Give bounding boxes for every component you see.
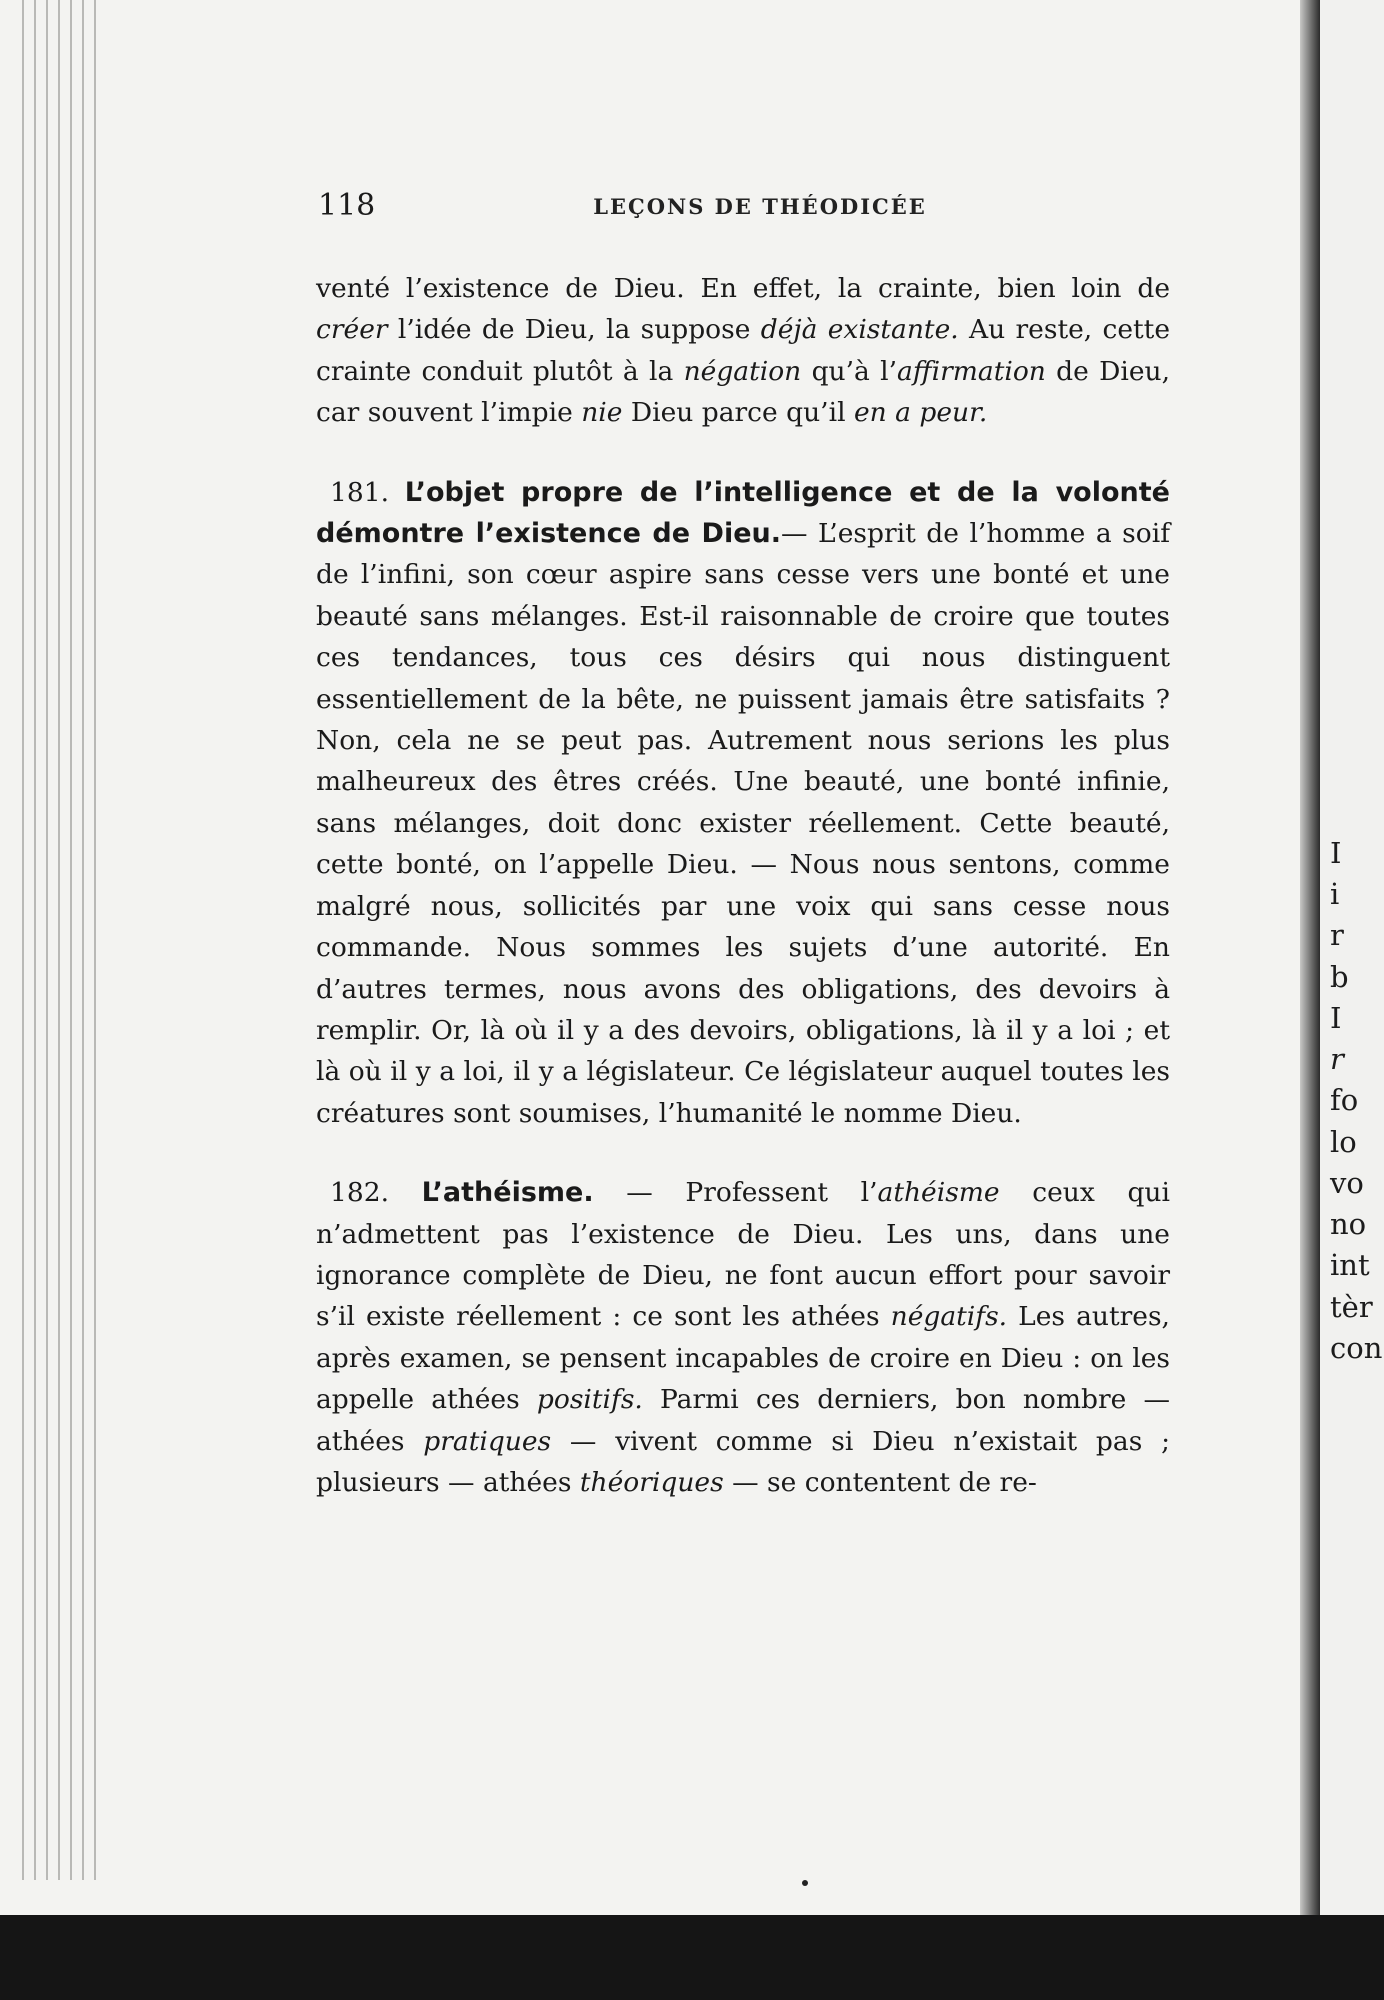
text-fragment: r xyxy=(1330,1042,1344,1076)
section-182 xyxy=(316,1172,1170,1503)
italic-run: théoriques xyxy=(579,1466,724,1498)
next-page-edge xyxy=(1320,0,1384,1920)
section-text: — L’esprit de l’homme a soif de l’infini, son cœur aspire sans cesse vers une bonté et une beauté sans mélanges. Est-il raisonnable de croire que toutes ces tendances, tous ces désirs qui nous distinguent essentiellement de la bête, ne puissent jamais être satisfaits ? Non, cela ne se peut pas. Autrement nous serions les plus malheureux des êtres créés. Une beauté, une bonté infinie, sans mélanges, doit donc exister réellement. Cette beauté, cette bonté, on l’appelle Dieu. — Nous nous sentons, comme malgré nous, sollicités par une voix qui sans cesse nous commande. Nous sommes les sujets d’une autorité. En d’autres termes, nous avons des obligations, des devoirs à remplir. Or, là où il y a des devoirs, obligations, là il y a loi ; et là où il y a loi, il y a législateur. Ce législateur auquel toutes les créatures sont soumises, l’humanité le nomme Dieu. xyxy=(316,518,1170,1129)
text-run: Dieu parce qu’il xyxy=(622,397,854,429)
page-header xyxy=(318,188,1172,228)
italic-run: créer xyxy=(316,314,388,346)
page-edge xyxy=(46,0,48,1880)
text-run: venté l’existence de Dieu. En effet, la crainte, bien loin de xyxy=(316,273,1170,304)
italic-run: négation xyxy=(683,355,802,387)
text-run: l’idée de Dieu, la suppose xyxy=(387,314,761,346)
italic-run: négatifs. xyxy=(890,1301,1008,1333)
text-fragment: tèr xyxy=(1330,1290,1373,1324)
italic-run: déjà existante. xyxy=(760,314,959,346)
text-fragment: con xyxy=(1330,1331,1383,1365)
section-number: 182. xyxy=(330,1177,390,1209)
text-fragment: I xyxy=(1330,1001,1342,1035)
text-fragment: r xyxy=(1330,918,1344,952)
ink-speck xyxy=(802,1880,808,1886)
page-edge xyxy=(58,0,60,1880)
text-fragment: no xyxy=(1330,1207,1367,1241)
italic-run: en a peur. xyxy=(853,397,988,429)
text-fragment: b xyxy=(1330,960,1349,994)
section-181 xyxy=(316,472,1170,1135)
text-run: — Professent l’ xyxy=(593,1177,878,1209)
italic-run: affirmation xyxy=(897,355,1046,387)
text-run: de Dieu, car souvent l’impie xyxy=(316,355,1171,429)
text-fragment: i xyxy=(1330,877,1340,911)
text-run: Les autres, après examen, se pensent incapables de croire en Dieu : on les appelle athées xyxy=(316,1301,1170,1416)
text-fragment: I xyxy=(1330,836,1342,870)
page-edge xyxy=(70,0,72,1880)
section-title: L’athéisme. xyxy=(421,1177,594,1209)
text-run: Au reste, cette crainte conduit plutôt à la xyxy=(316,314,1171,387)
scanner-background xyxy=(0,1915,1384,2000)
italic-run: athéisme xyxy=(877,1177,1000,1209)
italic-run: positifs. xyxy=(536,1384,643,1416)
text-run: qu’à l’ xyxy=(801,355,898,387)
page-edge xyxy=(22,0,24,1880)
page-number: 118 xyxy=(318,188,376,223)
section-number: 181. xyxy=(330,476,390,508)
text-fragment: int xyxy=(1330,1248,1370,1282)
section-title: L’objet propre de l’intelligence et de la volonté démontre l’existence de Dieu. xyxy=(316,476,1170,550)
page-edge xyxy=(34,0,36,1880)
text-fragment: vo xyxy=(1330,1166,1364,1200)
text-run: — se contentent de re- xyxy=(723,1466,1037,1498)
intro-paragraph xyxy=(316,268,1170,434)
page-edge xyxy=(94,0,96,1880)
text-run: Parmi ces derniers, bon nombre — athées xyxy=(316,1384,1170,1457)
page-body xyxy=(316,268,1170,1503)
running-title: LEÇONS DE THÉODICÉE xyxy=(593,194,927,219)
text-run: — vivent comme si Dieu n’existait pas ; plusieurs — athées xyxy=(316,1425,1171,1498)
page-edge xyxy=(82,0,84,1880)
italic-run: nie xyxy=(581,397,623,429)
text-fragment: lo xyxy=(1330,1125,1357,1159)
text-run: ceux qui n’admettent pas l’existence de Dieu. Les uns, dans une ignorance complète de Dieu, ne font aucun effort pour savoir s’il existe réellement : ce sont les athées xyxy=(316,1177,1170,1333)
book-gutter xyxy=(1300,0,1320,1920)
italic-run: pratiques xyxy=(423,1425,552,1457)
text-fragment: fo xyxy=(1330,1083,1359,1117)
